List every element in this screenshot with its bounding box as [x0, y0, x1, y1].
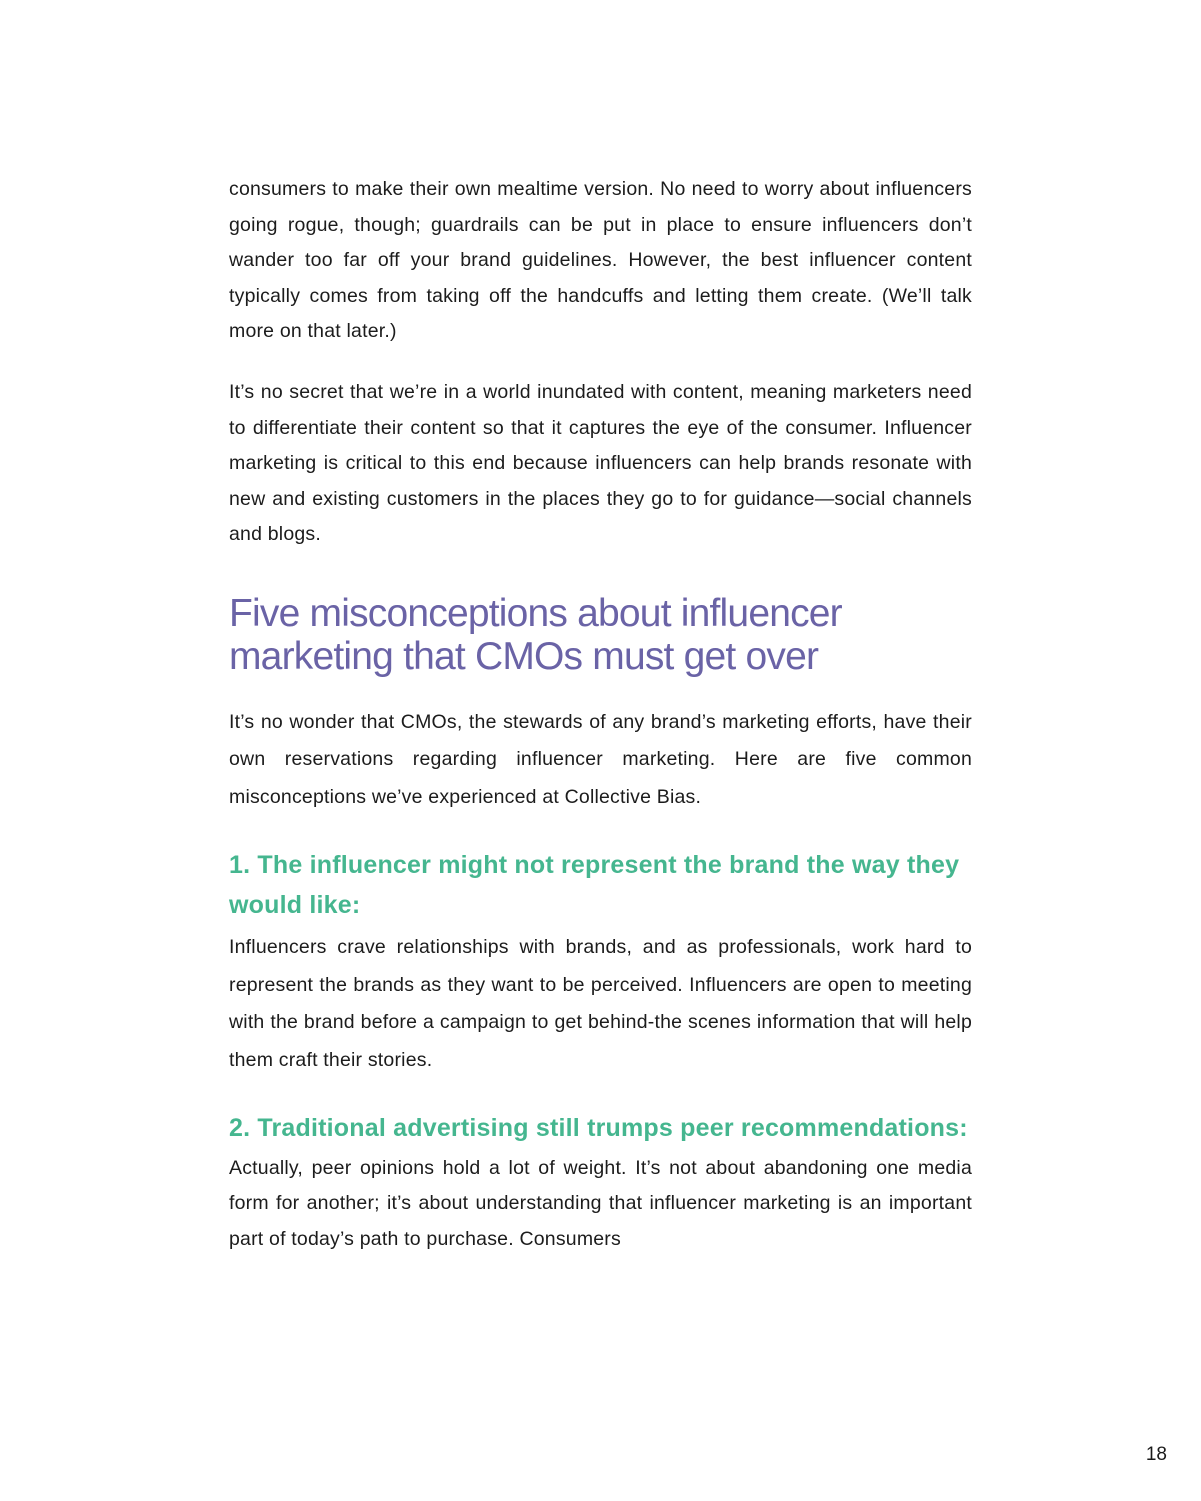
misconception-1-body: Influencers crave relationships with brands, and as professionals, work hard to represent the brands as they want to be perceived. Influencers are open to meeting with the brand before a campaign to get behind-the scenes information that will help them craft their stories.: [229, 936, 972, 1071]
misconception-1-heading: 1. The influencer might not represent the brand the way they would like:: [229, 851, 960, 919]
misconception-2-heading: 2. Traditional advertising still trumps peer recommendations:: [229, 1114, 968, 1143]
page-content: [229, 172, 972, 1257]
page-number: 18: [1145, 1444, 1167, 1465]
paragraph-content-world: It’s no secret that we’re in a world inundated with content, meaning marketers need to differentiate their content so that it captures the eye of the consumer. Influencer marketing is critical to this end because influencers can help brands resonate with new and existing customers in the places they go to for guidance—social channels and blogs.: [229, 380, 972, 546]
paragraph-continued: consumers to make their own mealtime version. No need to worry about influencers going rogue, though; guardrails can be put in place to ensure influencers don’t wander too far off your brand guidelines. However, the best influencer content typically comes from taking off the handcuffs and letting them create. (We’ll talk more on that later.): [229, 178, 972, 343]
misconception-2-body: Actually, peer opinions hold a lot of weight. It’s not about abandoning one media form for another; it’s about understanding that influencer marketing is an important part of today’s path to purchase. Consumers: [229, 1156, 972, 1250]
section-intro: It’s no wonder that CMOs, the stewards of any brand’s marketing efforts, have their own reservations regarding influencer marketing. Here are five common misconceptions we’ve experienced at Collective Bias.: [229, 710, 972, 808]
section-title: Five misconceptions about influencer marketing that CMOs must get over: [229, 591, 842, 678]
